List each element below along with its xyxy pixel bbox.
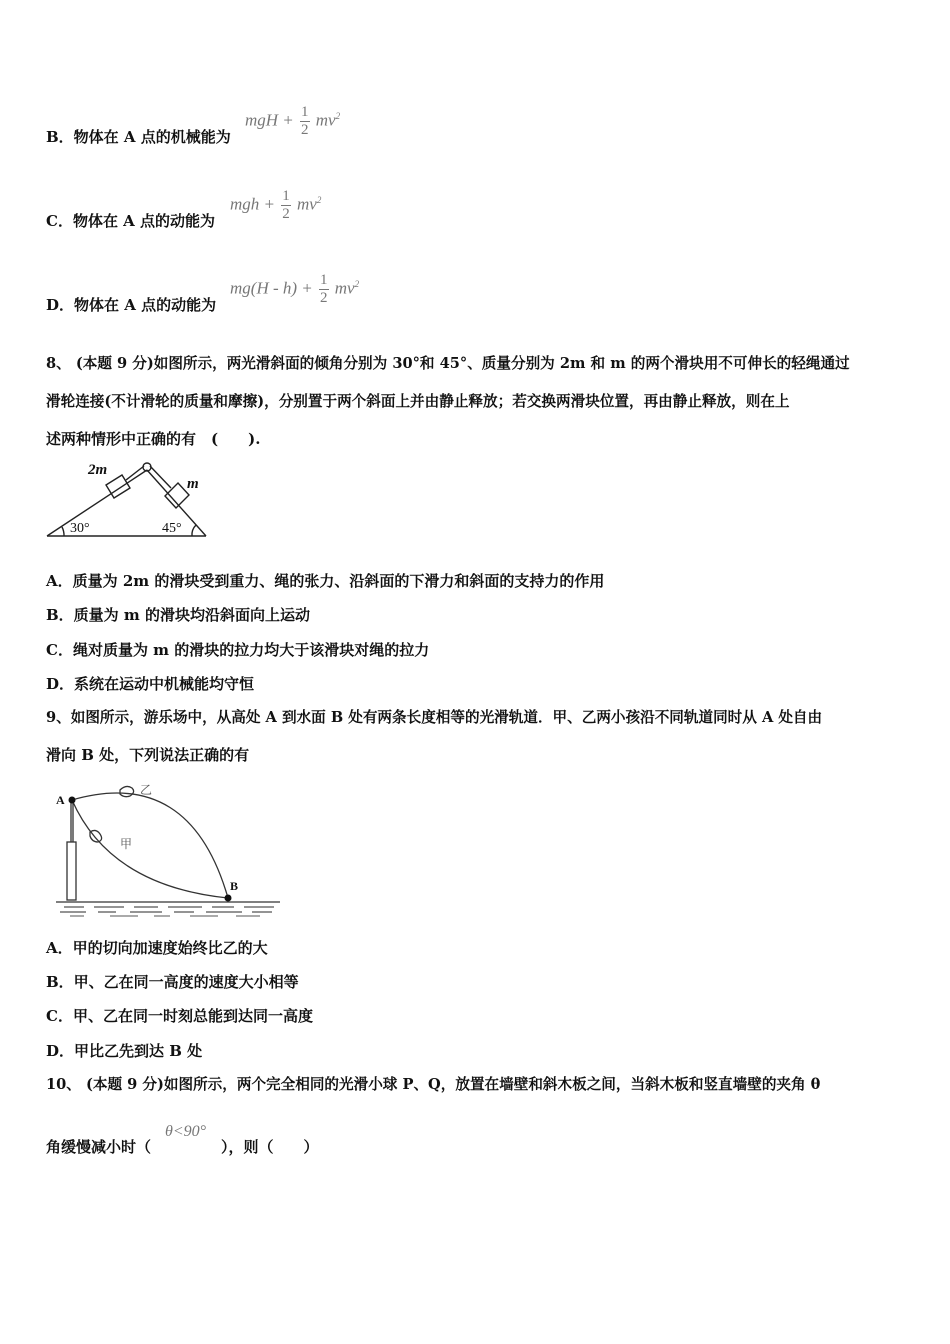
fraction: $\frac{1}{2}$ [282, 188, 290, 222]
q7-option-c: C．物体在 A 点的动能为 [46, 212, 216, 230]
q10-stem-line2-end: ），则（ ） [221, 1138, 319, 1156]
q9-slide-figure [50, 776, 286, 920]
mass-2m-label: 2m [88, 462, 108, 478]
point-b-dot [225, 895, 232, 902]
angle-45-label: 45° [162, 521, 182, 536]
formula-right: mv [315, 110, 336, 130]
q10-theta-formula: θ<90° [165, 1123, 207, 1140]
point-a-label: A [56, 793, 65, 807]
q8-stem-line3: 述两种情形中正确的有 ( ). [46, 430, 261, 448]
q8-stem-line2: 滑轮连接(不计滑轮的质量和摩擦)，分别置于两个斜面上并由静止释放；若交换两滑块位置，再由静止释放，则在上 [46, 393, 790, 410]
q7-option-b: B．物体在 A 点的机械能为 [46, 128, 231, 146]
label-jia: 甲 [120, 837, 133, 851]
q7-option-c-formula: mgh + $\frac{1}{2}$ $mv^2$ [230, 188, 322, 222]
angle-30-label: 30° [70, 521, 90, 536]
point-a-dot [69, 797, 76, 804]
fraction: $\frac{1}{2}$ [301, 104, 309, 138]
formula-left: mgH + [245, 110, 294, 130]
q7-option-d-formula: mg(H - h) + $\frac{1}{2}$ $mv^2$ [230, 272, 360, 306]
q9-stem-line1: 9、如图所示，游乐场中，从高处 A 到水面 B 处有两条长度相等的光滑轨道．甲、乙两小孩沿不同轨道同时从 A 处自由 [46, 709, 823, 726]
q8-option-c: C．绳对质量为 m 的滑块的拉力均大于该滑块对绳的拉力 [46, 641, 430, 659]
q9-option-a: A．甲的切向加速度始终比乙的大 [46, 939, 268, 957]
q9-option-b: B．甲、乙在同一高度的速度大小相等 [46, 973, 299, 991]
mass-m-label: m [187, 476, 199, 492]
formula-left: mg(H - h) + [230, 278, 313, 298]
q7-option-b-formula: mgH + $\frac{1}{2}$ $mv^2$ [245, 104, 341, 138]
fraction: $\frac{1}{2}$ [320, 272, 328, 306]
q8-option-d: D．系统在运动中机械能均守恒 [46, 675, 255, 693]
formula-left: mgh + [230, 194, 275, 214]
q8-incline-figure [44, 458, 210, 540]
label-yi: 乙 [140, 783, 153, 797]
q8-option-b: B．质量为 m 的滑块均沿斜面向上运动 [46, 606, 310, 624]
q10-stem-line1: 10、 (本题 9 分)如图所示，两个完全相同的光滑小球 P、Q，放置在墙壁和斜木板之间，当斜木板和竖直墙壁的夹角 θ [46, 1076, 821, 1093]
q8-stem-line1: 8、 (本题 9 分)如图所示，两光滑斜面的倾角分别为 30°和 45°、质量分别为 2m 和 m 的两个滑块用不可伸长的轻绳通过 [46, 355, 850, 372]
q9-option-c: C．甲、乙在同一时刻总能到达同一高度 [46, 1007, 313, 1025]
formula-right: mv [334, 278, 355, 298]
q8-option-a: A．质量为 2m 的滑块受到重力、绳的张力、沿斜面的下滑力和斜面的支持力的作用 [46, 572, 605, 590]
point-b-label: B [230, 879, 239, 893]
q10-stem-line2-start: 角缓慢减小时（ [46, 1138, 152, 1156]
formula-right: mv [297, 194, 317, 214]
q7-option-d: D．物体在 A 点的动能为 [46, 296, 217, 314]
q9-option-d: D．甲比乙先到达 B 处 [46, 1042, 203, 1060]
q9-stem-line2: 滑向 B 处，下列说法正确的有 [46, 746, 250, 764]
